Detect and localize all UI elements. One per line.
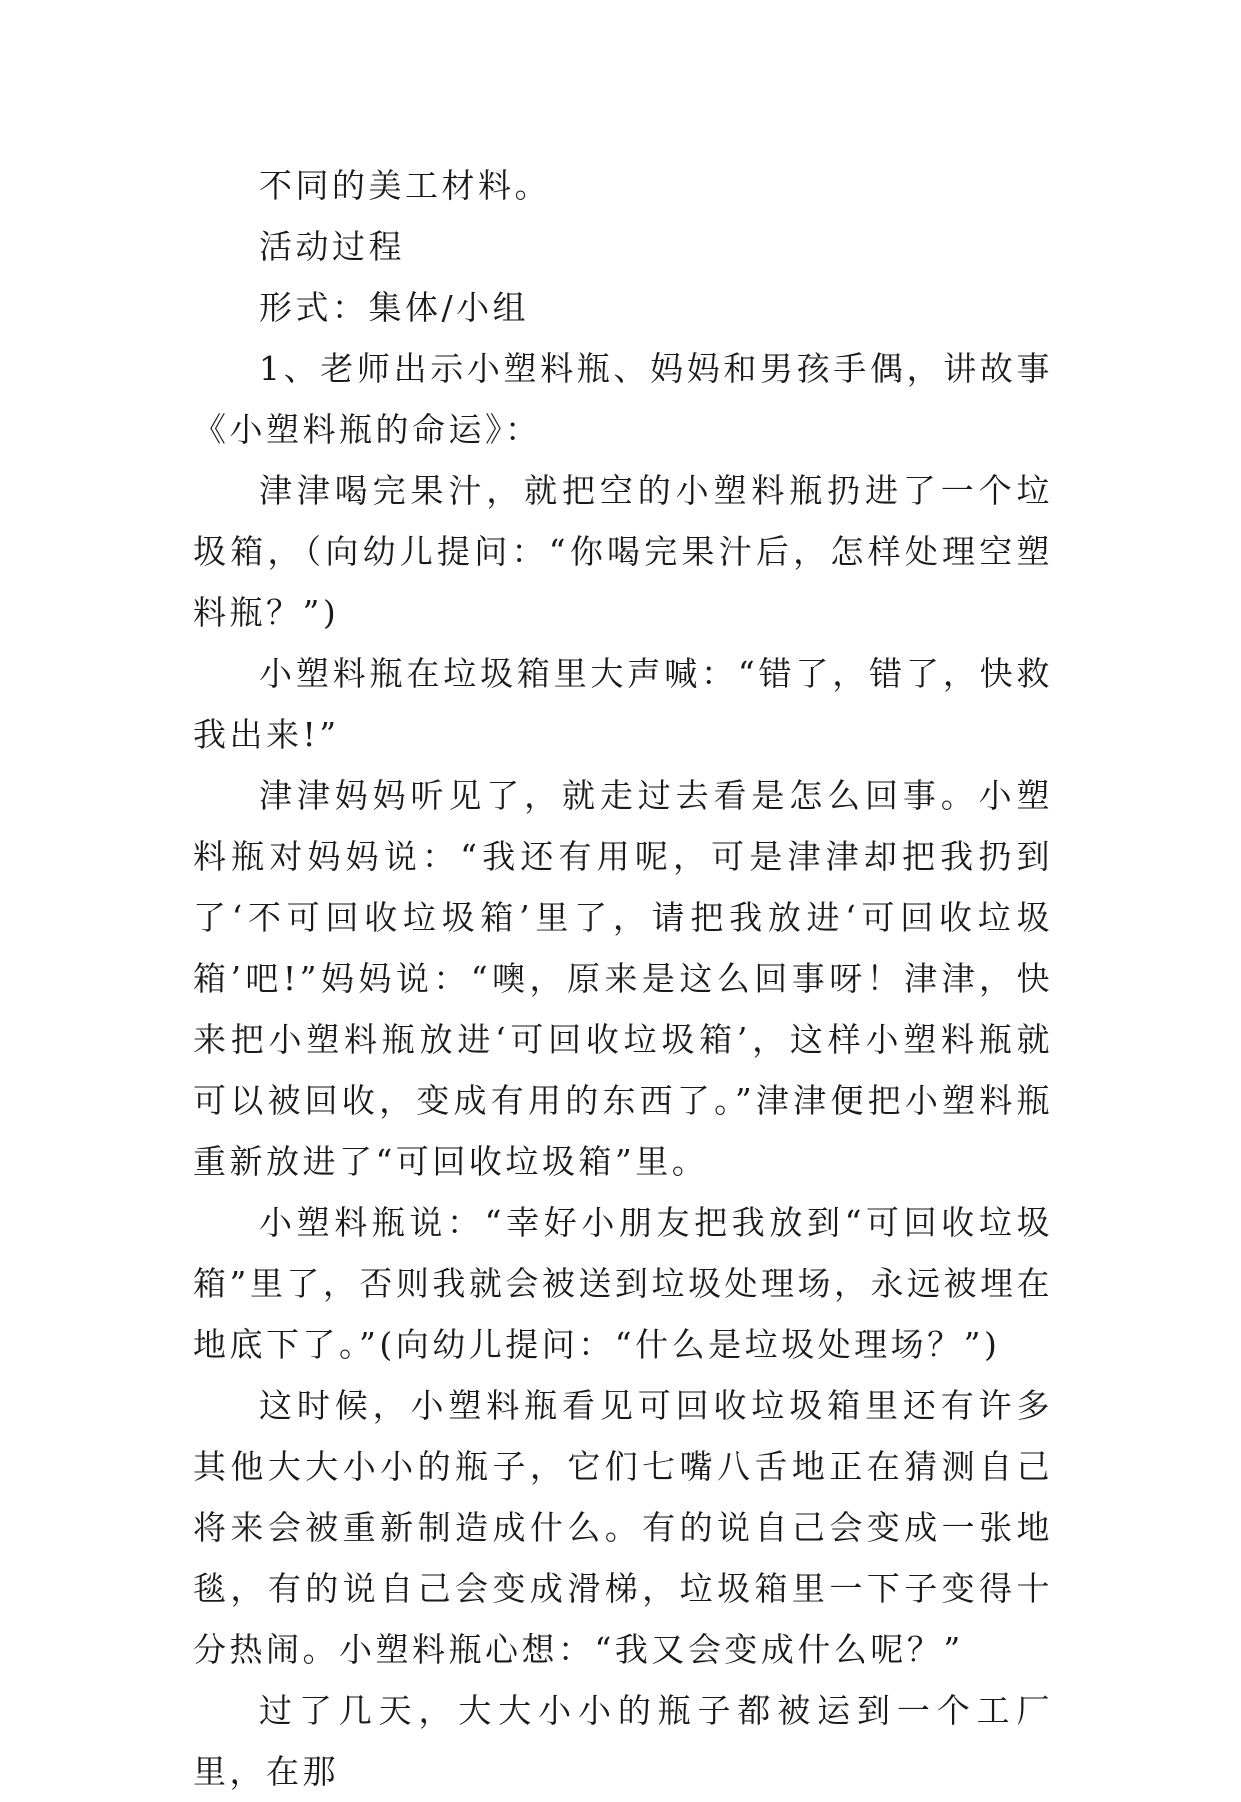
- document-body: [193, 155, 1053, 1802]
- paragraph-story-2: 小塑料瓶在垃圾箱里大声喊：“错了，错了，快救我出来!”: [193, 654, 1053, 754]
- paragraph-format: 形式：集体/小组: [259, 288, 530, 327]
- paragraph-story-3: 津津妈妈听见了，就走过去看是怎么回事。小塑料瓶对妈妈说：“我还有用呢，可是津津却把我扔到了‘不可回收垃圾箱’里了，请把我放进‘可回收垃圾箱’吧!”妈妈说：“噢，原来是这么回事呀！津津，快来把小塑料瓶放进‘可回收垃圾箱’，这样小塑料瓶就可以被回收，变成有用的东西了。”津津便把小塑料瓶重新放进了“可回收垃圾箱”里。: [193, 776, 1053, 1181]
- paragraph-story-6: 过了几天，大大小小的瓶子都被运到一个工厂里，在那: [193, 1691, 1053, 1791]
- paragraph-story-4: 小塑料瓶说：“幸好小朋友把我放到“可回收垃圾箱”里了，否则我就会被送到垃圾处理场，永远被埋在地底下了。”(向幼儿提问：“什么是垃圾处理场？”): [193, 1203, 1053, 1364]
- paragraph-story-5: 这时候，小塑料瓶看见可回收垃圾箱里还有许多其他大大小小的瓶子，它们七嘴八舌地正在猜测自己将来会被重新制造成什么。有的说自己会变成一张地毯，有的说自己会变成滑梯，垃圾箱里一下子变得十分热闹。小塑料瓶心想：“我又会变成什么呢？”: [193, 1386, 1053, 1669]
- heading-activity-process: 活动过程: [259, 227, 405, 266]
- paragraph-step-1: 1、老师出示小塑料瓶、妈妈和男孩手偶，讲故事《小塑料瓶的命运》：: [193, 349, 1053, 449]
- paragraph-materials: 不同的美工材料。: [259, 166, 551, 205]
- paragraph-story-1: 津津喝完果汁，就把空的小塑料瓶扔进了一个垃圾箱，（向幼儿提问：“你喝完果汁后，怎样处理空塑料瓶？”): [193, 471, 1053, 632]
